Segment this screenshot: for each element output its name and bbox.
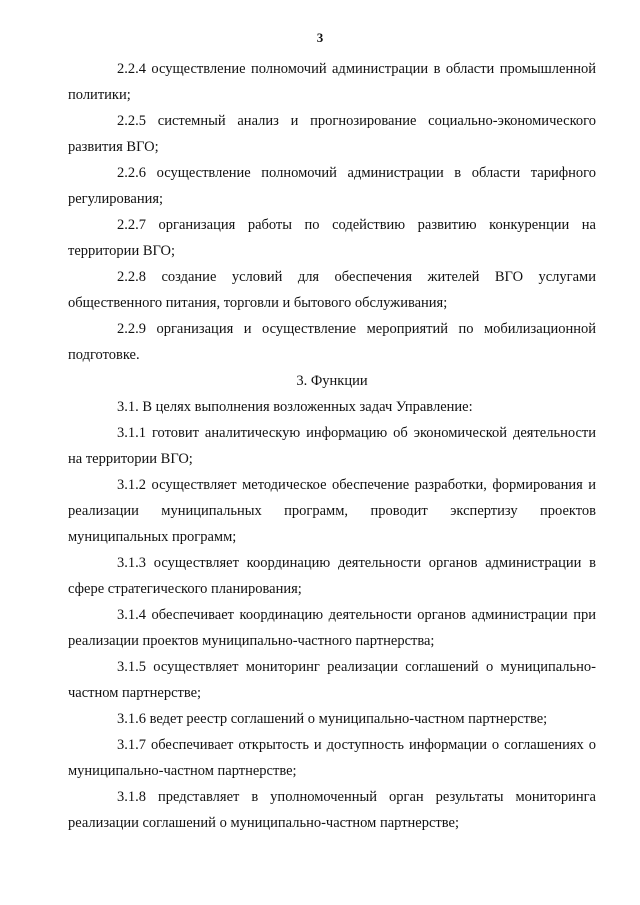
paragraph-3-1-8: 3.1.8 представляет в уполномоченный орган результаты мониторинга реализации соглашений о муниципально-частном партнерстве; [68,789,596,831]
paragraph-3-1-7: 3.1.7 обеспечивает открытость и доступность информации о соглашениях о муниципально-частном партнерстве; [68,737,596,779]
paragraph-2-2-9: 2.2.9 организация и осуществление мероприятий по мобилизационной подготовке. [68,321,596,363]
paragraph-2-2-7: 2.2.7 организация работы по содействию развитию конкуренции на территории ВГО; [68,217,596,259]
paragraph-3-1-5: 3.1.5 осуществляет мониторинг реализации соглашений о муниципально-частном партнерстве; [68,659,596,701]
paragraph-2-2-4: 2.2.4 осуществление полномочий администрации в области промышленной политики; [68,61,596,103]
document-body [68,56,596,836]
paragraph-3-1-2: 3.1.2 осуществляет методическое обеспечение разработки, формирования и реализации муниципальных программ, проводит экспертизу проектов муниципальных программ; [68,477,596,545]
paragraph-3-1-4: 3.1.4 обеспечивает координацию деятельности органов администрации при реализации проектов муниципально-частного партнерства; [68,607,596,649]
functions-intro: 3.1. В целях выполнения возложенных задач Управление: [117,399,473,415]
paragraph-3-1-1: 3.1.1 готовит аналитическую информацию об экономической деятельности на территории ВГО; [68,425,596,467]
paragraph-2-2-8: 2.2.8 создание условий для обеспечения жителей ВГО услугами общественного питания, торговли и бытового обслуживания; [68,269,596,311]
paragraph-2-2-5: 2.2.5 системный анализ и прогнозирование социально-экономического развития ВГО; [68,113,596,155]
paragraph-3-1-6: 3.1.6 ведет реестр соглашений о муниципально-частном партнерстве; [117,711,548,727]
paragraph-3-1-3: 3.1.3 осуществляет координацию деятельности органов администрации в сфере стратегического планирования; [68,555,596,597]
section-heading: 3. Функции [296,373,368,389]
page-number: 3 [316,30,324,45]
paragraph-2-2-6: 2.2.6 осуществление полномочий администрации в области тарифного регулирования; [68,165,596,207]
